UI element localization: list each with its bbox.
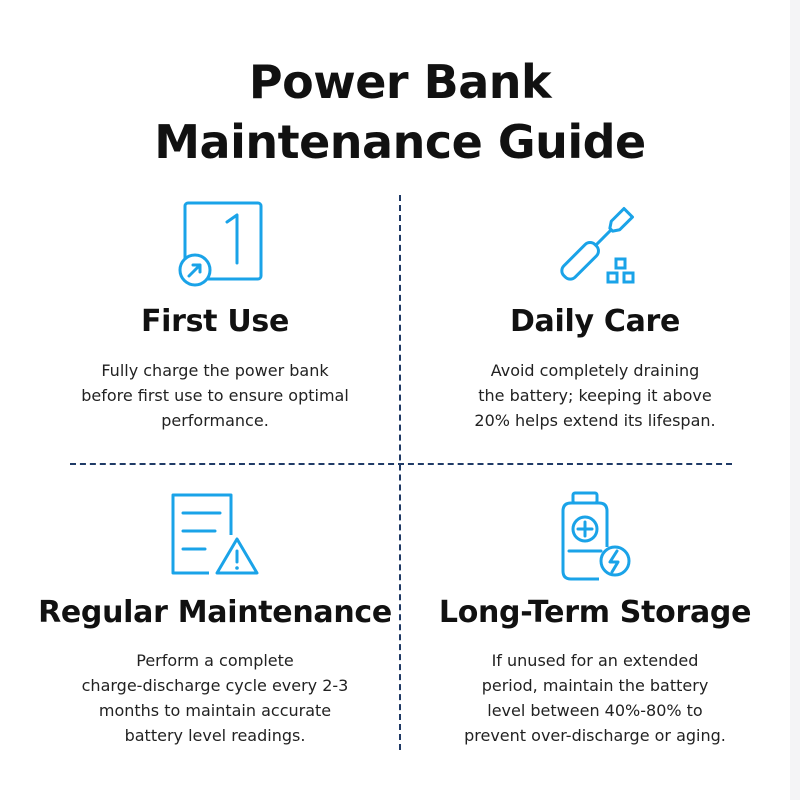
section-heading: Daily Care [509, 304, 681, 339]
section-heading: Long-Term Storage [438, 595, 752, 630]
screwdriver-icon [545, 201, 645, 295]
description-line: level between 40%-80% to [487, 701, 703, 720]
description-line: months to maintain accurate [98, 701, 332, 720]
document-warning-icon [165, 491, 265, 585]
section-description [20, 358, 410, 433]
title-line-1: Power Bank [248, 55, 552, 109]
description-line: If unused for an extended [491, 651, 699, 670]
description-line: before first use to ensure optimal [81, 386, 349, 405]
number-one-icon [165, 201, 265, 295]
description-line: Fully charge the power bank [101, 361, 329, 380]
description-line: battery level readings. [124, 726, 306, 745]
horizontal-divider [70, 463, 732, 465]
page-title [0, 52, 800, 172]
description-line: period, maintain the battery [481, 676, 709, 695]
section-description [20, 648, 410, 748]
section-daily-care [400, 195, 790, 460]
description-line: charge-discharge cycle every 2-3 [81, 676, 349, 695]
description-line: performance. [161, 411, 269, 430]
description-line: prevent over-discharge or aging. [464, 726, 726, 745]
battery-charge-icon [545, 491, 645, 585]
section-description [400, 358, 790, 433]
section-heading: First Use [140, 304, 290, 339]
section-long-term-storage [400, 485, 790, 750]
section-heading: Regular Maintenance [38, 595, 392, 630]
section-regular-maintenance [20, 485, 410, 750]
section-first-use [20, 195, 410, 460]
section-description [400, 648, 790, 748]
description-line: Avoid completely draining [490, 361, 700, 380]
description-line: the battery; keeping it above [478, 386, 712, 405]
description-line: 20% helps extend its lifespan. [474, 411, 716, 430]
description-line: Perform a complete [136, 651, 294, 670]
title-line-2: Maintenance Guide [154, 115, 646, 169]
